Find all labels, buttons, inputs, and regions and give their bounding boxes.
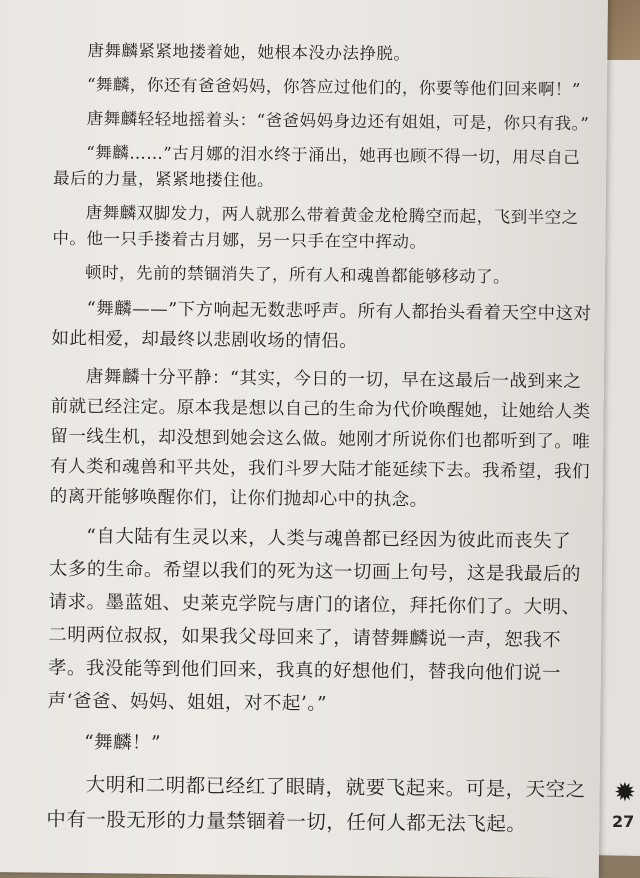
paragraph: 顿时，先前的禁锢消失了，所有人和魂兽都能够移动了。 [84,263,511,287]
paragraph: 大明和二明都已经红了眼睛，就要飞起来。可是，天空之中有一股无形的力量禁锢着一切，任何人都无法飞起。 [46,773,586,836]
paragraph: 唐舞麟十分平静：“其实，今日的一切，早在这最后一战到来之前就已经注定。原本我是想以自己的生命为代价唤醒她，让她给人类留一线生机，却没想到她会这么做。她刚才所说你们也都听到了。唯有人类和魂兽和平共处，我们斗罗大陆才能延续下去。我希望，我们的离开能够唤醒你们，让你们抛却心中的执念。 [49,367,591,511]
paragraph: 唐舞麟双脚发力，两人就那么带着黄金龙枪腾空而起，飞到半空之中。他一只手搂着古月娜，另一只手在空中挥动。 [52,203,579,252]
star-ornament-icon: ✹ [614,778,636,808]
paragraph: 唐舞麟轻轻地摇着头：“爸爸妈妈身边还有姐姐，可是，你只有我。” [86,109,590,134]
page-number: 27 [612,812,635,831]
paragraph: “舞麟……”古月娜的泪水终于涌出，她再也顾不得一切，用尽自己最后的力量，紧紧地搂住他。 [52,143,581,190]
paragraph: “舞麟，你还有爸爸妈妈，你答应过他们的，你要等他们回来啊！” [86,75,581,100]
paragraph: “舞麟——”下方响起无数悲呼声。所有人都抬头看着天空中这对如此相爱，却最终以悲剧收场的情侣。 [51,299,592,352]
paragraph: “自大陆有生灵以来，人类与魂兽都已经因为彼此而丧失了太多的生命。希望以我们的死为这一切画上句号，这是我最后的请求。墨蓝姐、史莱克学院与唐门的诸位，拜托你们了。大明、二明两位叔叔，如果我父母回来了，请替舞麟说一声，恕我不孝。我没能等到他们回来，我真的好想他们，替我向他们说一声‘爸爸、妈妈、姐姐，对不起’。” [47,526,582,715]
paragraph: “舞麟！” [84,732,162,754]
paragraph: 唐舞麟紧紧地搂着她，她根本没办法挣脱。 [87,41,411,64]
page-text [46,38,594,851]
